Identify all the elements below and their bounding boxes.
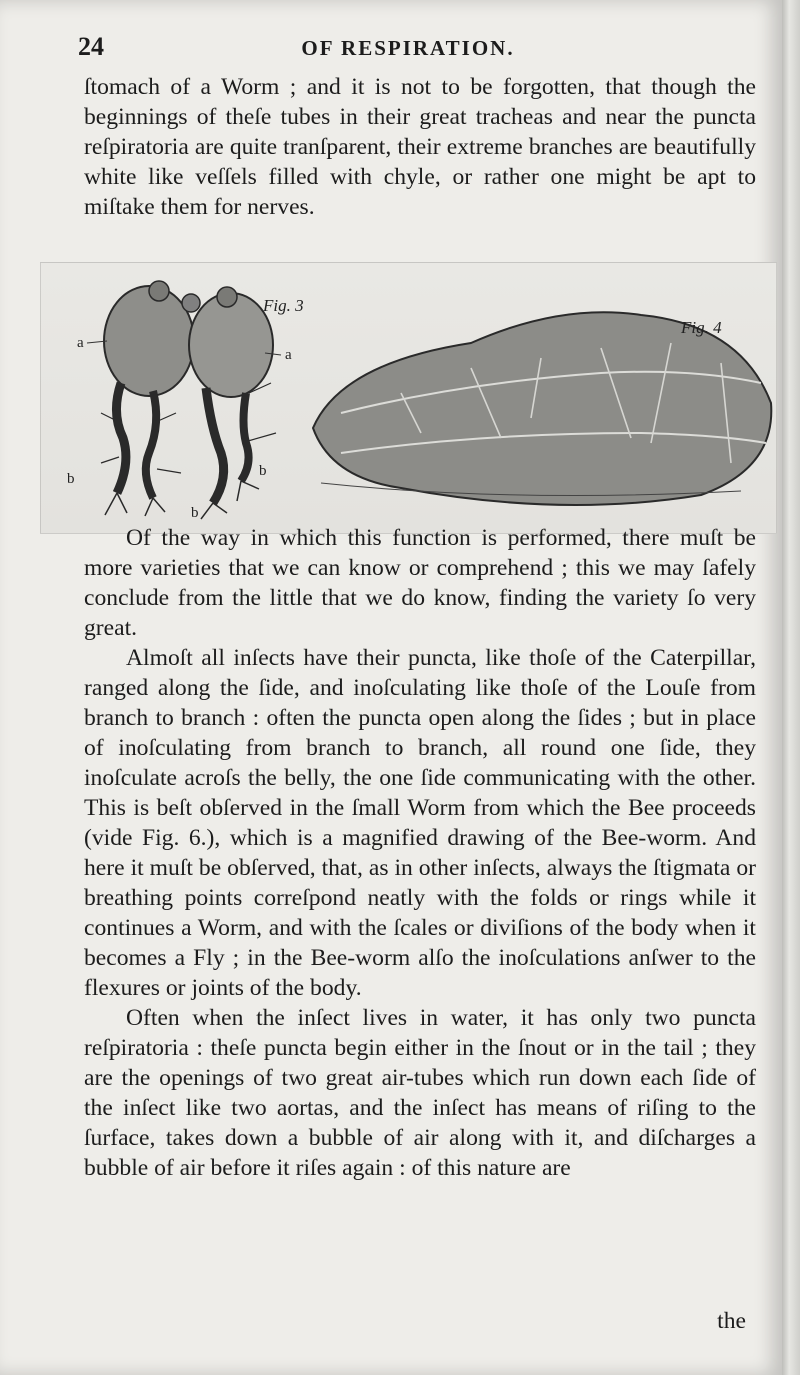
label-b-left: b [67,471,75,487]
main-text-block [84,523,756,1183]
page-number: 24 [78,32,104,61]
intro-text-block [84,72,756,222]
intro-paragraph: ſtomach of a Worm ; and it is not to be forgotten, that though the beginnings of theſe tubes in their great tracheas and near the puncta reſpiratoria are quite tranſparent, their extreme branches are beautifully white like veſſels filled with chyle, or rather one might be apt to miſtake them for nerves. [84,74,756,220]
illustration-svg [41,263,776,533]
running-title: OF RESPIRATION. [301,36,515,60]
running-head [78,30,738,64]
fig4-label: Fig. 4 [681,318,722,337]
label-b-right: b [259,463,267,479]
label-a-left: a [77,335,84,351]
paragraph: Of the way in which this function is performed, there muſt be more varieties that we can know or comprehend ; this we may ſafely conclude from the little that we do know, finding the variety ſo very great. [84,525,756,641]
label-a-right: a [285,347,292,363]
fig4-drawing [313,312,771,505]
illustration-plate [40,262,777,534]
fig3-label: Fig. 3 [263,296,304,315]
page-edge [782,0,800,1375]
label-b-bottom: b [191,505,199,521]
catchword: the [717,1308,746,1334]
paragraph: Often when the inſect lives in water, it has only two puncta reſpiratoria : theſe puncta begin either in the ſnout or in the tail ; they are the openings of two great air-tubes which run down each ſide of the inſect like two aortas, and the inſect has means of riſing to the ſurface, takes down a bubble of air along with it, and diſcharges a bubble of air before it riſes again : of this nature are [84,1005,756,1181]
fig3-drawing [101,281,276,519]
paragraph: Almoſt all inſects have their puncta, like thoſe of the Caterpillar, ranged along the ſide, and inoſculating like thoſe of the Louſe from branch to branch : often the puncta open along the ſides ; but in place of inoſculating from branch to branch, all round one ſide, they inoſculate acroſs the belly, the one ſide communicating with the other. This is beſt obſerved in the ſmall Worm from which the Bee proceeds (vide Fig. 6.), which is a magnified drawing of the Bee-worm. And here it muſt be obſerved, that, as in other inſects, always the ſtigmata or breathing points correſpond neatly with the folds or rings while it continues a Worm, and with the ſcales or diviſions of the body when it becomes a Fly ; in the Bee-worm alſo the inoſculations anſwer to the flexures or joints of the body. [84,645,756,1001]
